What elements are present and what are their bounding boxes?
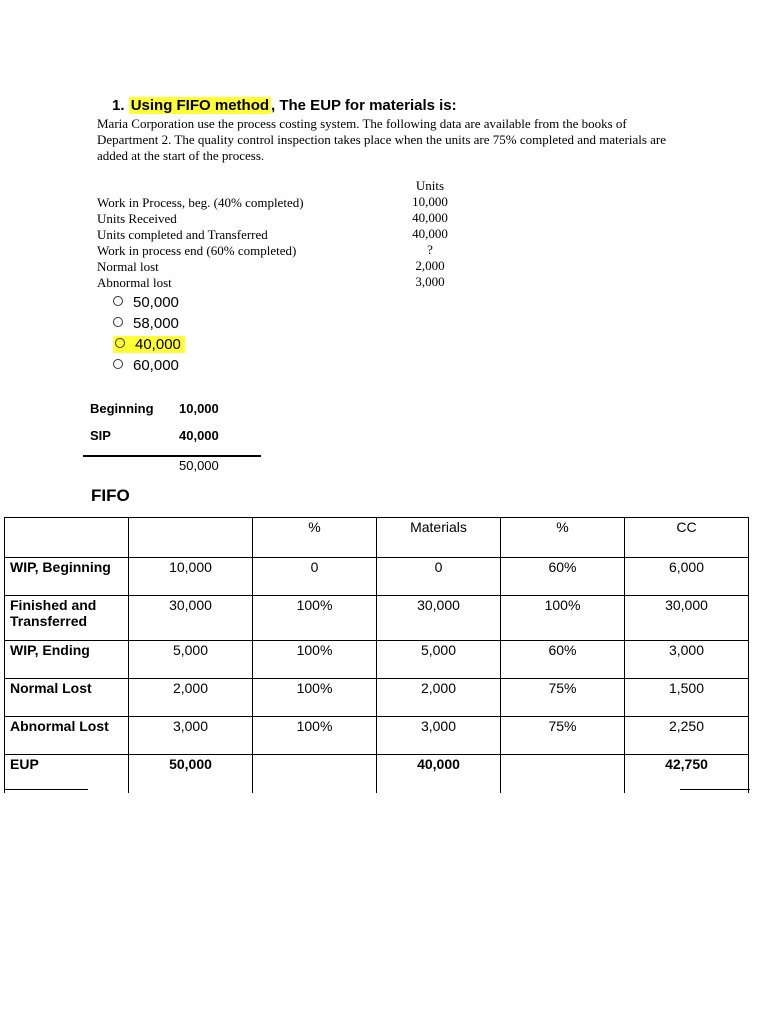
table-cell: 5,000 [377, 641, 501, 679]
data-value: 40,000 [412, 210, 448, 225]
table-cell: 2,000 [377, 679, 501, 717]
units-header: Units [415, 178, 445, 193]
radio-circle-icon[interactable] [113, 359, 123, 369]
choice-option-selected[interactable] [113, 334, 185, 355]
table-cell: 75% [501, 717, 625, 755]
table-cell: 0 [253, 558, 377, 596]
table-cell: 100% [253, 641, 377, 679]
data-labels [97, 195, 304, 291]
table-row [5, 679, 749, 717]
row-label: WIP, Ending [5, 641, 129, 679]
data-label: Normal lost [97, 259, 159, 274]
table-cell: 5,000 [129, 641, 253, 679]
table-row [5, 558, 749, 596]
table-cell: 60% [501, 641, 625, 679]
table-cell: 3,000 [377, 717, 501, 755]
column-header: % [253, 518, 377, 558]
data-label: Work in process end (60% completed) [97, 243, 297, 258]
table-cell: 42,750 [625, 755, 749, 793]
column-header: Materials [377, 518, 501, 558]
table-cell: 40,000 [377, 755, 501, 793]
table-cell [253, 755, 377, 793]
row-label: Finished and Transferred [5, 596, 129, 641]
table-cell: 10,000 [129, 558, 253, 596]
table-cell: 60% [501, 558, 625, 596]
table-cell: 6,000 [625, 558, 749, 596]
table-cell [501, 755, 625, 793]
beginning-value: 10,000 [179, 401, 219, 416]
answer-choices [113, 292, 185, 376]
row-label: Abnormal Lost [5, 717, 129, 755]
data-value: 40,000 [412, 226, 448, 241]
radio-circle-icon[interactable] [115, 338, 125, 348]
table-cell: 100% [253, 679, 377, 717]
data-label: Units Received [97, 211, 177, 226]
question-highlight: Using FIFO method [130, 97, 270, 114]
column-header: CC [625, 518, 749, 558]
table-underline-right [680, 789, 750, 790]
data-label: Abnormal lost [97, 275, 172, 290]
row-label: EUP [5, 755, 129, 793]
sum-rule [83, 455, 261, 457]
data-value: 3,000 [415, 274, 445, 289]
table-header-row [5, 518, 749, 558]
data-value: 10,000 [412, 194, 448, 209]
table-cell: 100% [253, 596, 377, 641]
question-number: 1. [112, 97, 125, 114]
beginning-label: Beginning [90, 401, 154, 416]
eup-table [4, 517, 749, 793]
table-cell: 75% [501, 679, 625, 717]
data-value: 2,000 [415, 258, 445, 273]
row-label: WIP, Beginning [5, 558, 129, 596]
table-cell: 30,000 [377, 596, 501, 641]
column-header: % [501, 518, 625, 558]
choice-label: 58,000 [133, 315, 179, 332]
question-title [112, 97, 457, 114]
question-rest: , The EUP for materials is: [271, 97, 457, 114]
table-cell: 100% [501, 596, 625, 641]
data-values [400, 178, 460, 290]
table-cell: 2,250 [625, 717, 749, 755]
data-label: Units completed and Transferred [97, 227, 268, 242]
table-row [5, 641, 749, 679]
problem-text: Maria Corporation use the process costing system. The following data are available from the books of Department 2. The quality control inspection takes place when the units are 75% completed and materials are added at the start of the process. [97, 116, 667, 163]
choice-label: 40,000 [135, 336, 181, 353]
row-label: Normal Lost [5, 679, 129, 717]
radio-circle-icon[interactable] [113, 317, 123, 327]
choice-option[interactable] [113, 292, 185, 313]
table-underline-left [4, 789, 88, 790]
table-row [5, 755, 749, 793]
table-cell: 30,000 [625, 596, 749, 641]
table-cell: 30,000 [129, 596, 253, 641]
sip-label: SIP [90, 428, 111, 443]
sip-value: 40,000 [179, 428, 219, 443]
table-cell: 100% [253, 717, 377, 755]
data-value: ? [427, 242, 433, 257]
table-cell: 3,000 [129, 717, 253, 755]
choice-label: 50,000 [133, 294, 179, 311]
choice-label: 60,000 [133, 357, 179, 374]
table-row [5, 596, 749, 641]
table-cell: 3,000 [625, 641, 749, 679]
choice-option[interactable] [113, 313, 185, 334]
data-label: Work in Process, beg. (40% completed) [97, 195, 304, 210]
column-header [129, 518, 253, 558]
table-row [5, 717, 749, 755]
table-cell: 2,000 [129, 679, 253, 717]
table-cell: 1,500 [625, 679, 749, 717]
column-header [5, 518, 129, 558]
table-cell: 0 [377, 558, 501, 596]
fifo-heading: FIFO [91, 486, 130, 505]
choice-option[interactable] [113, 355, 185, 376]
calc-total: 50,000 [179, 458, 219, 473]
radio-circle-icon[interactable] [113, 296, 123, 306]
table-cell: 50,000 [129, 755, 253, 793]
